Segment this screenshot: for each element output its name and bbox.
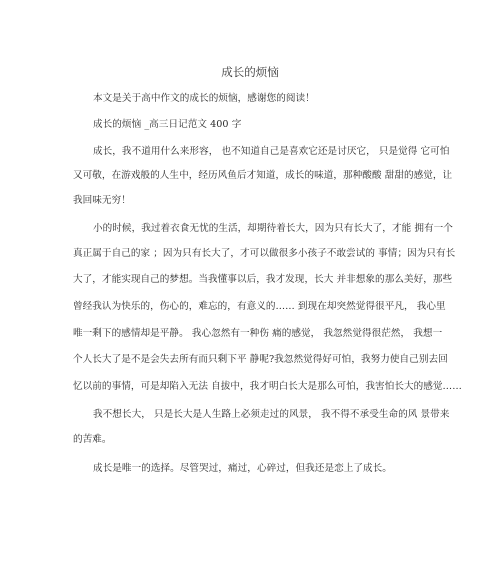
paragraph-1-line-1: 成长，我不道用什么来形容， 也不知道自己是喜欢它还是讨厌它， 只是觉得 它可怕 [93, 146, 450, 157]
paragraph-2-line-6: 个人长大了是不是会失去所有而只剩下平 静呢?我忽然觉得好可怕，我努力使自己别去回 [73, 354, 448, 365]
paragraph-2-line-2: 真正属于自己的家 ；因为只有长大了，才可以做很多小孩子不敢尝试的 事情；因为只有长 [73, 248, 456, 259]
paragraph-4-line-1: 成长是唯一的选择。尽管哭过，痛过，心碎过，但我还是恋上了成长。 [93, 463, 392, 474]
paragraph-2-line-5: 唯一剩下的感情却是平静。 我心忽然有一种伤 痛的感觉， 我忽然觉得很茫然， 我想一 [73, 328, 443, 339]
paragraph-2-line-4: 曾经我认为快乐的，伤心的，难忘的，有意义的…… 到现在却突然觉得很平凡， 我心里 [73, 301, 446, 312]
paragraph-3-line-2: 的苦难。 [73, 434, 112, 445]
subtitle-line: 成长的烦恼 _高三日记范文 400 字 [93, 119, 242, 130]
paragraph-1-line-2: 又可敬，在游戏般的人生中，经历风鱼后才知道，成长的味道，那种酸酸 甜甜的感觉，让 [73, 170, 453, 181]
paragraph-2-line-7: 忆以前的事情，可是却陷入无法 自拔中，我才明白长大是那么可怕，我害怕长大的感觉…… [73, 381, 462, 392]
intro-line: 本文是关于高中作文的成长的烦恼，感谢您的阅读！ [93, 93, 315, 104]
paragraph-1-line-3: 我回味无穷！ [73, 195, 131, 206]
paragraph-2-line-3: 大了，才能实现自己的梦想。当我懂事以后，我才发现，长大 并非想象的那么美好，那些 [73, 274, 453, 285]
paragraph-2-line-1: 小的时候，我过着衣食无忧的生活，却期待着长大，因为只有长大了，才能 拥有一个 [93, 223, 453, 234]
paragraph-3-line-1: 我不想长大， 只是长大是人生路上必须走过的风景， 我不得不承受生命的风 景带来 [93, 409, 450, 420]
document-title: 成长的烦恼 [221, 65, 279, 79]
